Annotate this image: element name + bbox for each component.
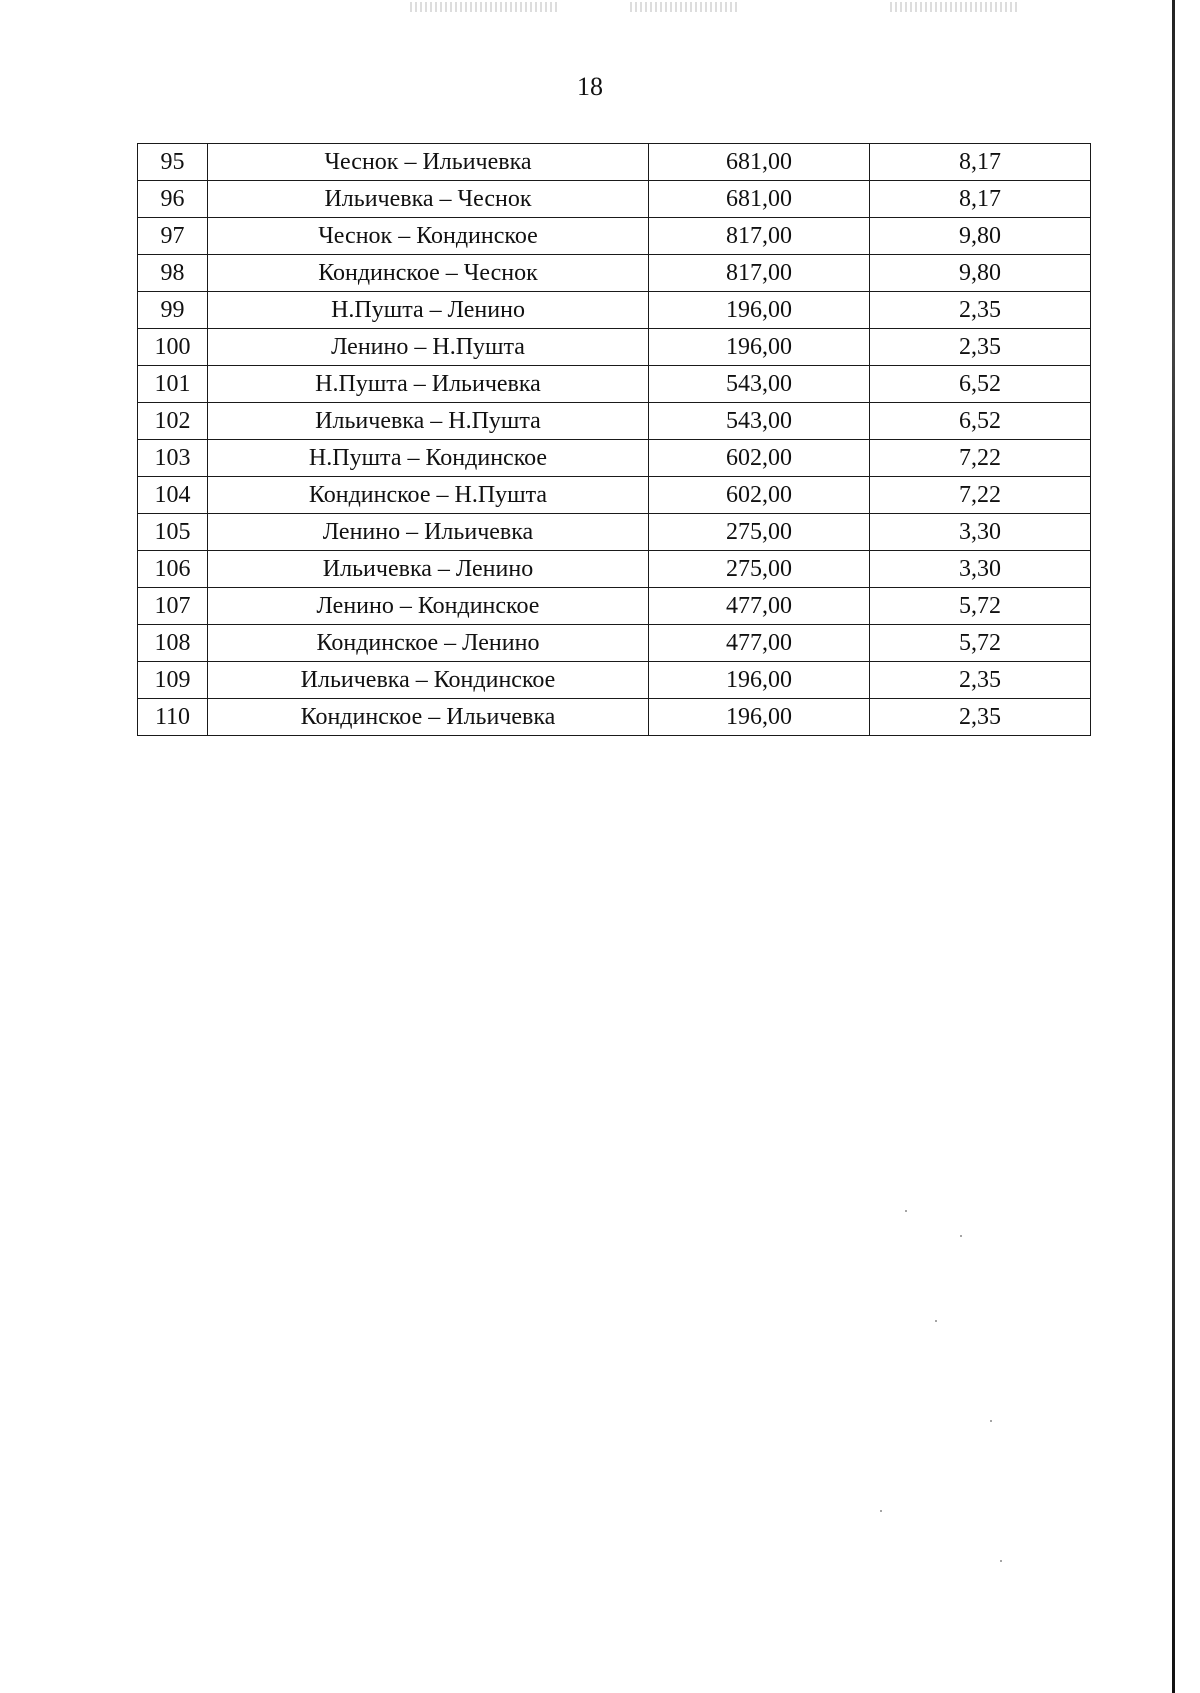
- row-number: 96: [138, 181, 208, 218]
- table-row: [138, 588, 1091, 625]
- table-row: [138, 662, 1091, 699]
- route-cell: Ильичевка – Ленино: [208, 551, 649, 588]
- page-number: 18: [577, 72, 603, 101]
- table-row: [138, 514, 1091, 551]
- route-cell: Кондинское – Ильичевка: [208, 699, 649, 736]
- price-cell: 196,00: [649, 699, 870, 736]
- table-row: [138, 181, 1091, 218]
- table-row: [138, 440, 1091, 477]
- row-number: 97: [138, 218, 208, 255]
- route-cell: Ленино – Н.Пушта: [208, 329, 649, 366]
- scan-speck: [905, 1210, 907, 1212]
- price-cell: 477,00: [649, 588, 870, 625]
- price-cell: 602,00: [649, 440, 870, 477]
- tariff-cell: 5,72: [870, 625, 1091, 662]
- tariff-cell: 9,80: [870, 255, 1091, 292]
- price-cell: 196,00: [649, 292, 870, 329]
- table-row: [138, 218, 1091, 255]
- table-row: [138, 551, 1091, 588]
- tariff-cell: 6,52: [870, 403, 1091, 440]
- route-cell: Н.Пушта – Ленино: [208, 292, 649, 329]
- scan-speck: [960, 1235, 962, 1237]
- tariff-cell: 7,22: [870, 440, 1091, 477]
- route-cell: Ильичевка – Чеснок: [208, 181, 649, 218]
- scan-edge: [1172, 0, 1175, 1693]
- price-cell: 275,00: [649, 551, 870, 588]
- route-cell: Н.Пушта – Ильичевка: [208, 366, 649, 403]
- row-number: 107: [138, 588, 208, 625]
- table-row: [138, 292, 1091, 329]
- price-cell: 275,00: [649, 514, 870, 551]
- route-cell: Н.Пушта – Кондинское: [208, 440, 649, 477]
- table-row: [138, 255, 1091, 292]
- scan-speck: [880, 1510, 882, 1512]
- row-number: 108: [138, 625, 208, 662]
- tariff-cell: 5,72: [870, 588, 1091, 625]
- row-number: 109: [138, 662, 208, 699]
- table-row: [138, 477, 1091, 514]
- row-number: 104: [138, 477, 208, 514]
- route-cell: Ленино – Ильичевка: [208, 514, 649, 551]
- row-number: 95: [138, 144, 208, 181]
- fare-table: [137, 143, 1091, 736]
- price-cell: 817,00: [649, 255, 870, 292]
- scan-speck: [990, 1420, 992, 1422]
- tariff-cell: 2,35: [870, 699, 1091, 736]
- price-cell: 543,00: [649, 366, 870, 403]
- row-number: 102: [138, 403, 208, 440]
- route-cell: Ильичевка – Кондинское: [208, 662, 649, 699]
- route-cell: Кондинское – Ленино: [208, 625, 649, 662]
- table-row: [138, 699, 1091, 736]
- price-cell: 817,00: [649, 218, 870, 255]
- tariff-cell: 7,22: [870, 477, 1091, 514]
- table-row: [138, 625, 1091, 662]
- price-cell: 681,00: [649, 144, 870, 181]
- price-cell: 543,00: [649, 403, 870, 440]
- price-cell: 681,00: [649, 181, 870, 218]
- price-cell: 602,00: [649, 477, 870, 514]
- route-cell: Чеснок – Ильичевка: [208, 144, 649, 181]
- row-number: 99: [138, 292, 208, 329]
- table-row: [138, 366, 1091, 403]
- price-cell: 196,00: [649, 662, 870, 699]
- route-cell: Кондинское – Н.Пушта: [208, 477, 649, 514]
- row-number: 100: [138, 329, 208, 366]
- tariff-cell: 3,30: [870, 514, 1091, 551]
- row-number: 98: [138, 255, 208, 292]
- row-number: 105: [138, 514, 208, 551]
- table-row: [138, 144, 1091, 181]
- route-cell: Ильичевка – Н.Пушта: [208, 403, 649, 440]
- scan-speck: [1000, 1560, 1002, 1562]
- price-cell: 477,00: [649, 625, 870, 662]
- route-cell: Чеснок – Кондинское: [208, 218, 649, 255]
- tariff-cell: 6,52: [870, 366, 1091, 403]
- scan-smudge: [410, 2, 560, 12]
- scan-speck: [935, 1320, 937, 1322]
- tariff-cell: 8,17: [870, 181, 1091, 218]
- row-number: 110: [138, 699, 208, 736]
- tariff-cell: 8,17: [870, 144, 1091, 181]
- price-cell: 196,00: [649, 329, 870, 366]
- tariff-cell: 2,35: [870, 292, 1091, 329]
- fare-table-body: [138, 144, 1091, 736]
- tariff-cell: 2,35: [870, 329, 1091, 366]
- tariff-cell: 9,80: [870, 218, 1091, 255]
- table-row: [138, 329, 1091, 366]
- table-row: [138, 403, 1091, 440]
- route-cell: Кондинское – Чеснок: [208, 255, 649, 292]
- scan-smudge: [630, 2, 740, 12]
- row-number: 103: [138, 440, 208, 477]
- tariff-cell: 3,30: [870, 551, 1091, 588]
- scan-smudge: [890, 2, 1020, 12]
- route-cell: Ленино – Кондинское: [208, 588, 649, 625]
- row-number: 101: [138, 366, 208, 403]
- tariff-cell: 2,35: [870, 662, 1091, 699]
- row-number: 106: [138, 551, 208, 588]
